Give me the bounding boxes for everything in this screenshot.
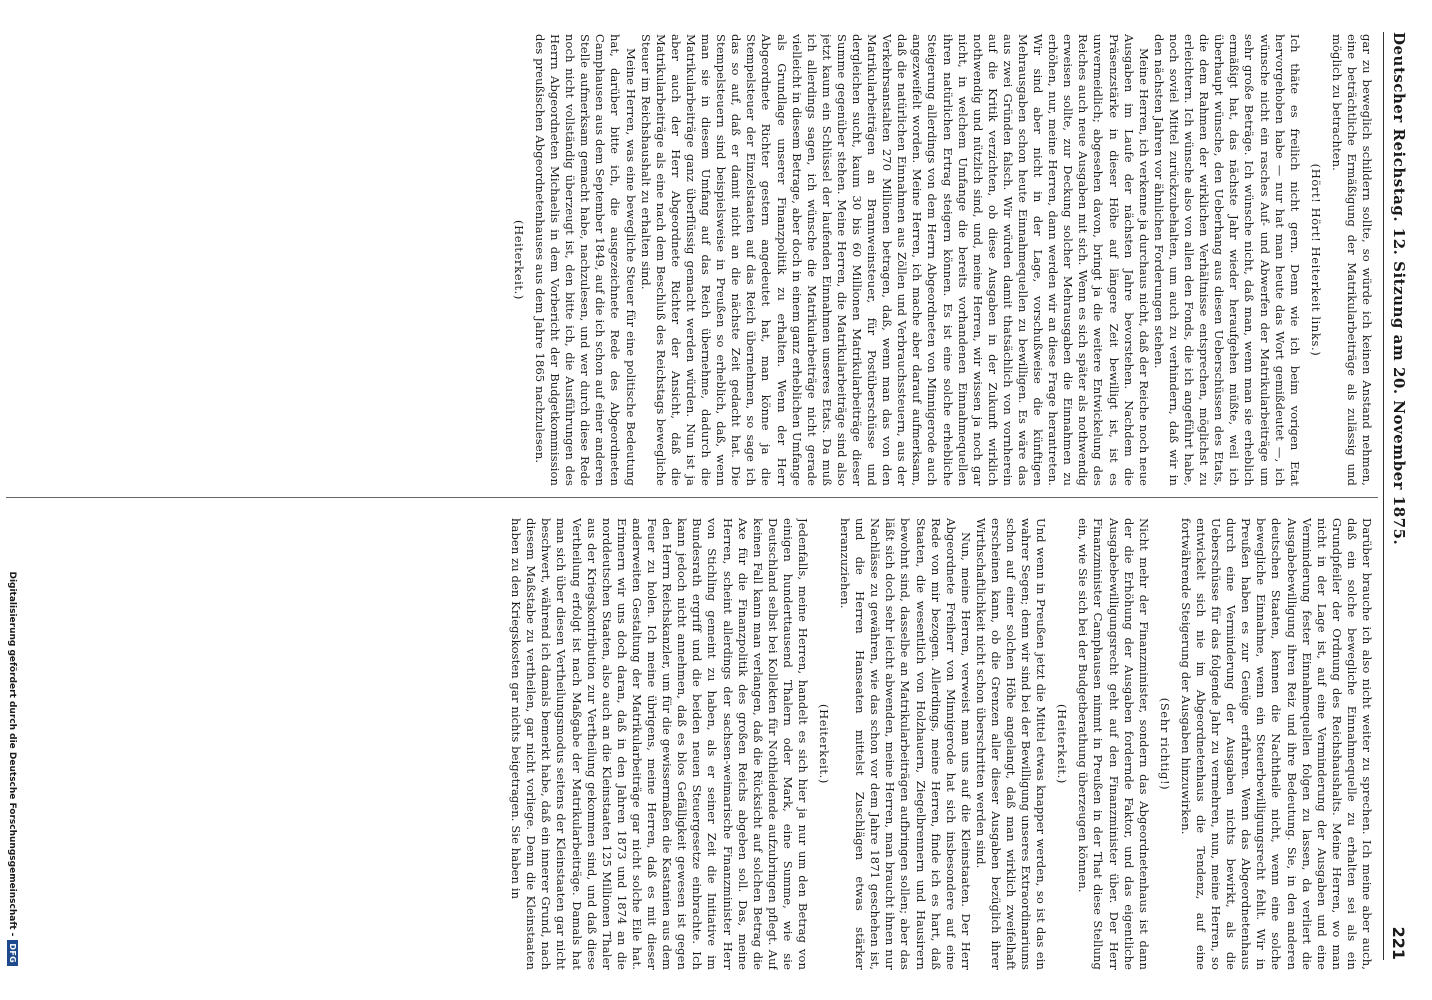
paragraph: Und wenn in Preußen jetzt die Mittel etwas knapper werden, so ist das ein wahrer Segen; denn wir sind bei der Bewilligung unseres Extraordinariums schon auf einer solchen Höhe angelangt, daß man wirklich zweifelhaft erscheinen kann, ob die Grenzen aller dieser Ausgaben bezüglich ihrer Wirthschaftlichkeit nicht schon überschritten werden sind.	[973, 518, 1049, 970]
interjection: (Heiterkeit.)	[1055, 704, 1070, 784]
paragraph: Meine Herren, ich verkenne ja durchaus nicht, daß der Reiche noch neue Ausgaben im Laufe der nächsten Jahre bevorstehen. Nachdem die Präsenzstärke in dieser Höhe auf längere Zeit bewilligt ist, ist es unvermeidlich; abgesehen davon, bringt ja die weitere Entwickelung des Reiches auch neue Ausgaben mit sich. Wenn es sich später als nothwendig erweisen sollte, zur Deckung solcher Mehrausgaben die Einnahmen zu erhöhen, nur, meine Herren, dann werden wir an diese Frage herantreten. Wir sind aber nicht in der Lage, vorschußweise die künftigen Mehrausgaben schon heute Einnahmequellen zu bewilligen. Es wäre das aus zwei Gründen falsch. Wir würden damit thatsächlich von vornherein auf die Kritik verzichten, ob diese Ausgaben in der Zukunft wirklich nothwendig und nützlich sind, und, meine Herren, wir wissen ja noch gar nicht, in welchem Umfange die bereits vorhandenen Einnahmequellen ihren natürlichen Ertrag steigern können. Es ist eine solche erhebliche Steigerung allerdings von dem Herrn Abgeordneten von Minnigerode auch angezweifelt worden. Meine Herren, ich mache aber darauf aufmerksam, daß die natürlichen Einnahmen aus Zöllen und Verbrauchssteuern, aus der Verkehrsanstalten 270 Millionen betragen, daß, wenn man das von den Matrikularbeiträgen an Brannweinsteuer, für Postüberschüsse und dergleichen sucht, kaum 30 bis 60 Millionen Matrikularbeiträge dieser Summe gegenüber stehen. Meine Herren, die Matrikularbeiträge sind also jetzt kaum ein Schlüssel der laufenden Einnahmen unseres Etats. Da muß ich allerdings sagen, ich wünsche die Matrikularbeiträge nicht gerade vielleicht in diesem Betrage, aber doch in einem ganz erheblichen Umfange als Grundlage unserer Finanzpolitik zu erhalten. Wenn der Herr Abgeordnete Richter gestern angedeutet hat, man könne ja die Stempelsteuer der Einzelstaaten auf das Reich übernehmen, so sage ich das so auf, daß er damit nicht an die nächste Zeit gedacht hat. Die Stempelsteuern sind beispielsweise in Preußen so erheblich, daß, wenn man sie in diesem Umfang auf das Reich übernehme, dadurch die Matrikularbeiträge ganz überflüssig gemacht werden würden. Nun ist ja aber auch der Herr Abgeordnete Richter der Ansicht, daß die Matrikularbeiträge als eine nach dem Beschluß des Reichstags bewegliche Steuer im Reichshaushalt zu erhalten sind.	[638, 34, 1151, 486]
credit-text: Digitalisierung gefördert durch die Deutsche Forschungsgemeinschaft -	[7, 571, 17, 937]
digitization-credit	[0, 560, 18, 966]
paragraph: Ich thäte es freilich nicht gern. Denn wie ich beim vorigen Etat hervorgehoben habe — nur hat man heute das Wort gemißdeutet —, ich wünsche nicht ein rasches Auf- und Abwerfen der Matrikularbeiträge um sehr große Beträge. Ich wünsche nicht, daß man, wenn man sie erheblich ermäßigt hat, das nächste Jahr wieder heraufgehen müßte, weil ich überhaupt wünsche, den Ueberhang aus diesen Ueberschüssen des Etats, die dem Rahmen der wirklichen Verhältnisse entsprechen, möglichst zu erleichtern. Ich wünsche also von allen den Fonds, die ich angeführt habe, noch soviel Mittel zurückzubehalten, um auch zu verhindern, daß wir in den nächsten Jahren vor ähnlichen Forderungen stehen.	[1151, 34, 1302, 486]
interjection: (Heiterkeit.)	[511, 220, 526, 300]
paragraph: Jedenfalls, meine Herren, handelt es sich hier ja nur um den Betrag von einigen hunderttausend Thalern oder Mark, eine Summe, wie sie Deutschland selbst bei Kollekten für Nothleidende aufzubringen pflegt. Auf keinen Fall kann man verlangen, daß die Rücksicht auf solchen Betrag die Axe für die Finanzpolitik des großen Reichs abgeben soll. Das, meine Herren, scheint allerdings der sachsen-weimarische Finanzminister Herr von Stichling gemeint zu haben, als er seiner Zeit die Initiative im Bundesrath ergriff und die beiden neuen Steuergesetze einbrachte. Ich kann jedoch nicht annehmen, daß es blos Gefälligkeit gewesen ist gegen den Herrn Reichskanzler, um für die gewissermaßen die Kastanien aus dem Feuer zu holen. Ich meine übrigens, meine Herren, daß es mit dieser anderweiten Gestaltung der Matrikularbeiträge gar nicht solche Eile hat. Erinnern wir uns doch daran, daß in den Jahren 1873 und 1874 an die norddeutschen Staaten, also auch an die Kleinstaaten 125 Millionen Thaler aus der Kriegskontribution zur Vertheilung gekommen sind, und daß diese Vertheilung erfolgt ist nach Maßgabe der Matrikularbeiträge. Damals hat man sich über diesen Vertheilungsmodus seitens der Kleinstaaten gar nicht beschwert, während ich damals bemerkt habe, daß ein innerer Grund, nach diesem Maßstabe zu vertheilen, gar nicht vorliege. Denn die Kleinstaaten haben zu den Kriegskosten gar nichts beigetragen. Sie haben in	[509, 518, 810, 970]
paragraph: Meine Herren, was eine bewegliche Steuer für eine politische Bedeutung hat, darüber bitte ich, die ausgezeichnete Rede des Abgeordneten Camphausen aus dem September 1849, auf die ich schon auf einer anderen Stelle aufmerksam gemacht habe, nachzulesen, und wer durch diese Rede noch nicht vollständig überzeugt ist, den bitte ich, die Ausführungen des Herrn Abgeordneten Michaelis in dem Vorbericht der Budgetkommission des preußischen Abgeordnetenhauses aus dem Jahre 1865 nachzulesen.	[533, 34, 638, 486]
paragraph: Nun, meine Herren, verweist man uns auf die Kleinstaaten. Der Herr Abgeordnete Freiherr von Minnigerode hat sich insbesondere auf eine Rede von mir bezogen. Allerdings, meine Herren, finde ich es hart, daß Staaten, die wesentlich von Holzhauern, Ziegelbrennern und Hausirern bewohnt sind, dasselbe an Matrikularbeiträgen aufbringen sollen; aber das läßt sich doch sehr leicht abwenden, meine Herren, man braucht ihnen nur Nachlässe zu gewähren, wie das schon vor dem Jahre 1871 geschehen ist, und die Herren Hanseaten mittelst Zuschlägen etwas stärker heranzuziehen.	[838, 518, 973, 970]
page-number: 221	[1389, 926, 1408, 960]
left-column	[6, 34, 1374, 486]
header-rule	[1383, 32, 1384, 960]
interjection: (Hört! Hört! Heiterkeit links.)	[1308, 163, 1323, 357]
interjection: (Heiterkeit.)	[817, 704, 831, 784]
dfg-logo: DFG	[7, 940, 18, 966]
paragraph: Darüber brauche ich also nicht weiter zu sprechen. Ich meine aber auch, daß ein solche bewegliche Einnahmequelle zu erhalten sei als ein Grundpfeiler der Ordnung des Reichshaushalts. Meine Herren, wo man nicht in der Lage ist, auf eine Verminderung der Ausgaben und eine Verminderung fester Einnahmequellen folgen zu lassen, da verliert die Ausgabebewilligung ihren Reiz und ihre Bedeutung. Sie, in den anderen deutschen Staaten, kennen die Nachtheile nicht, wenn eine solche bewegliche Einnahme, wenn ein Steuerbewilligungsrecht fehlt. Wir in Preußen haben es zur Genüge erfahren. Wenn das Abgeordnetenhaus durch eine Verminderung der Ausgaben nichts bewirkt, als die Ueberschüsse für das folgende Jahr zu vermehren, nun, meine Herren, so entwickelt sich nie im Abgeordnetenhaus die Tendenz, auf eine fortwährende Steigerung der Ausgaben hinzuwirken.	[1178, 518, 1374, 970]
column-divider	[6, 497, 1378, 498]
paragraph: gar zu beweglich schildern sollte, so würde ich keinen Anstand nehmen, eine beträchtliche Ermäßigung der Matrikularbeiträge als zulässig und möglich zu betrachten.	[1329, 34, 1374, 486]
paragraph: Nicht mehr der Finanzminister, sondern das Abgeordnetenhaus ist dann der die Erhöhung der Ausgaben fordernde Faktor, und das eigentliche Ausgabebewilligungsrecht geht auf den Finanzminister über. Der Herr Finanzminister Camphausen nimmt in Preußen in der That diese Stellung ein, wie Sie sich bei der Budgetberathung überzeugen können.	[1076, 518, 1151, 970]
page-header	[1386, 32, 1412, 960]
right-column	[6, 518, 1374, 970]
interjection: (Sehr richtig!)	[1157, 697, 1172, 791]
running-title: Deutscher Reichstag. 12. Sitzung am 20. November 1875.	[1390, 32, 1408, 546]
